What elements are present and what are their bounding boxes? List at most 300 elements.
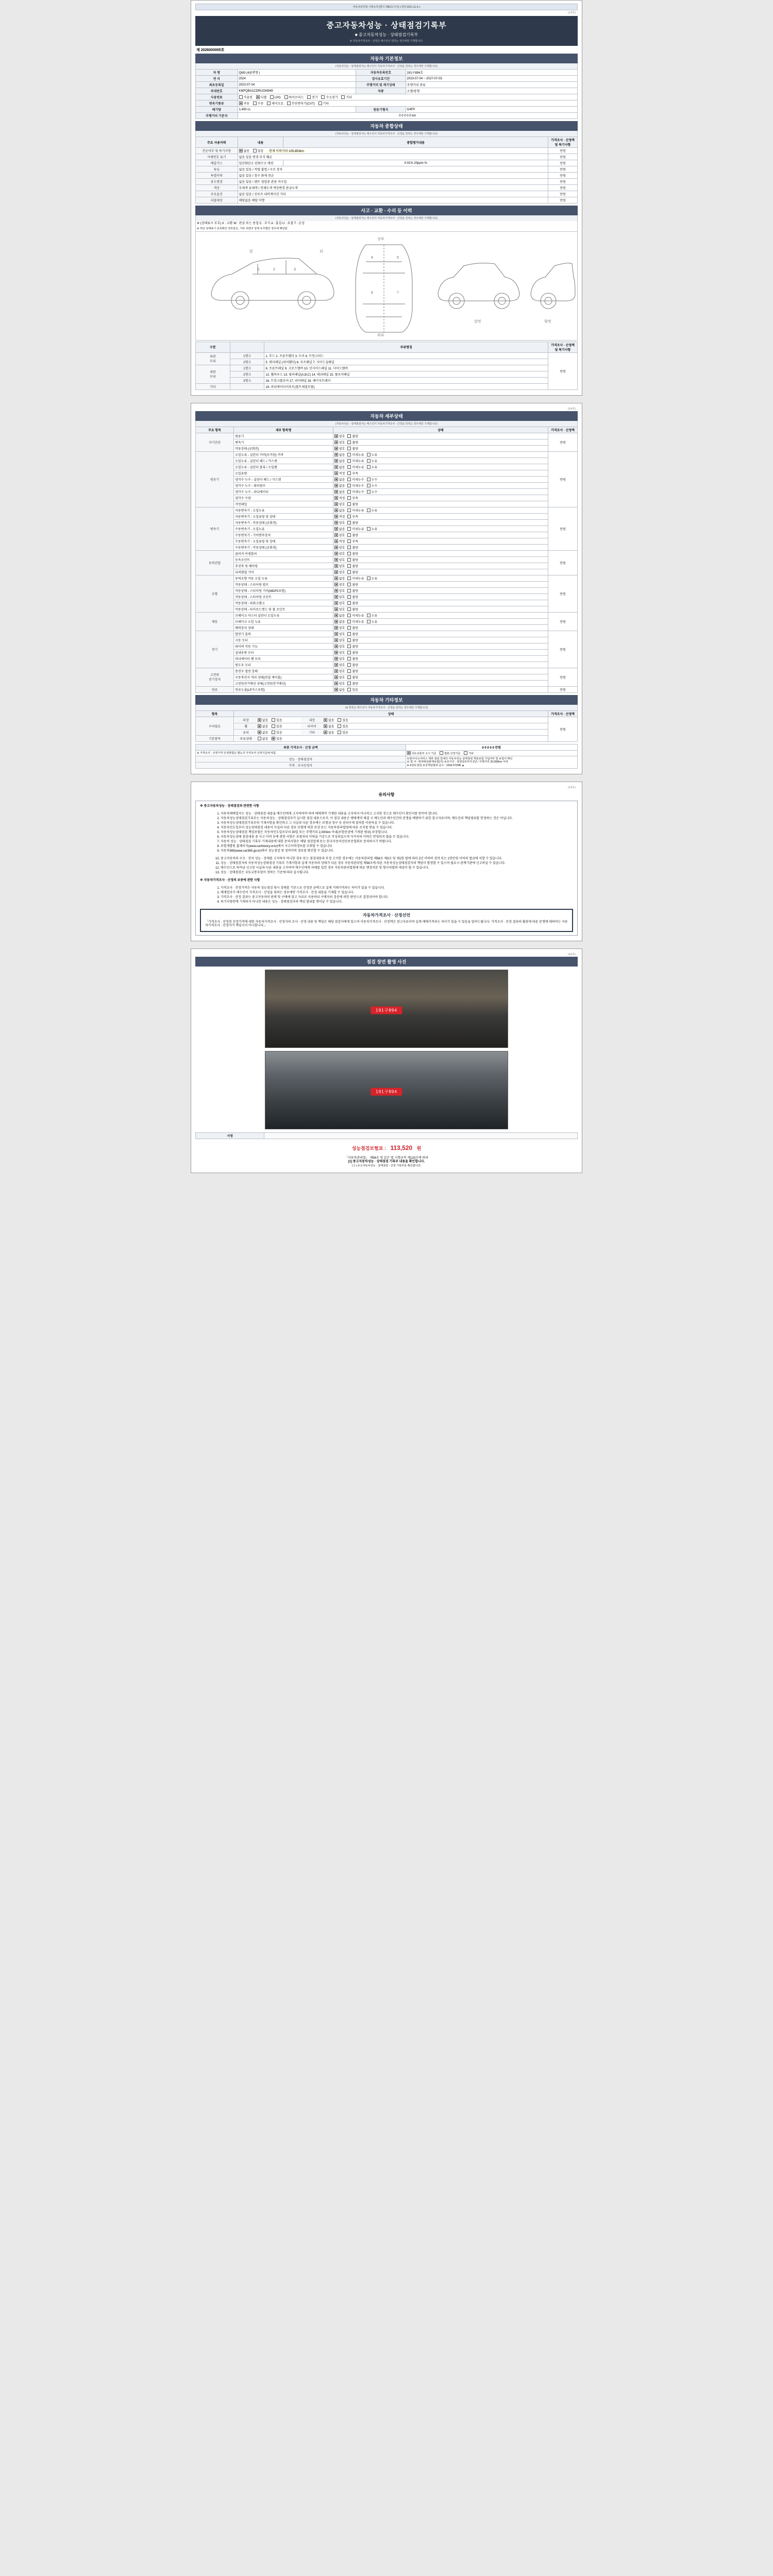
detail-option-없음[interactable] [334,452,345,457]
detail-option-양호[interactable] [334,607,345,612]
detail-option-양호[interactable] [334,669,345,673]
detail-item-name-2-1: 자동변속기 - 오일유량 및 상태 [234,513,333,519]
insurance-line-0: 토평아이오서비스 제휴 점검 업체의 자동차성능·상태점검 책임보험 가입여부 및 보험사 확인 [407,757,513,761]
opt-none[interactable] [324,718,334,722]
checkbox-icon[interactable] [334,601,338,605]
checkbox-icon[interactable] [347,564,351,568]
checkbox-icon[interactable] [347,533,351,537]
checkbox-icon[interactable] [367,509,371,512]
detail-option-불량[interactable] [347,625,358,630]
diagram-label-top: 상부 [377,237,384,241]
detail-option-양호[interactable] [334,588,345,593]
detail-option-양호[interactable] [334,533,345,537]
checkbox-icon[interactable] [334,478,338,481]
checkbox-icon[interactable] [334,632,338,636]
detail-option-없음[interactable] [334,477,345,482]
checkbox-icon[interactable] [347,471,351,475]
detail-option-불량[interactable] [347,588,358,593]
opt-yes[interactable] [338,730,348,735]
checkbox-icon[interactable] [347,509,351,512]
checkbox-icon[interactable] [334,620,338,623]
checkbox-icon[interactable] [367,527,371,531]
opt-none[interactable]: 없음 [239,148,250,153]
fuel-option-lpg[interactable] [270,95,281,99]
fuel-label-diesel: 디젤 [260,96,267,99]
checkbox-icon[interactable] [347,682,351,685]
signature-field[interactable] [264,1132,578,1139]
checkbox-icon[interactable] [347,626,351,630]
checkbox-icon[interactable] [347,484,351,487]
detail-option-label: 불량 [352,596,358,599]
detail-option-없음[interactable] [334,527,345,531]
detail-state-table [195,427,578,693]
detail-option-없음[interactable] [334,619,345,624]
detail-option-양호[interactable] [334,551,345,556]
checkbox-icon[interactable] [367,620,371,623]
overall-row-label-5: 용도변경 [196,179,238,185]
detail-group-price-2: 만원 [548,507,578,550]
detail-option-누수[interactable] [367,483,378,488]
checkbox-icon[interactable] [347,515,351,518]
checkbox-icon[interactable] [347,453,351,456]
checkbox-icon[interactable] [347,657,351,660]
checkbox-icon[interactable] [334,651,338,654]
detail-item-state-4-1 [333,581,548,587]
price-basis-etc[interactable] [464,751,474,755]
checkbox-icon[interactable] [334,607,338,611]
checkbox-icon[interactable] [334,675,338,679]
detail-option-불량[interactable] [347,632,358,636]
checkbox-icon[interactable] [347,434,351,438]
trans-option-auto[interactable] [239,101,250,106]
detail-option-미세누유[interactable] [347,619,364,624]
fuel-option-etc[interactable] [341,95,352,99]
detail-option-불량[interactable] [347,557,358,562]
checkbox-icon[interactable] [334,434,338,438]
detail-option-누유[interactable] [367,527,378,531]
opt-none[interactable] [258,736,268,741]
detail-option-불량[interactable] [347,675,358,680]
detail-option-label: 부족 [352,472,358,476]
diagram-label-outer: 앞면 [474,319,481,324]
checkbox-icon[interactable] [334,440,338,444]
detail-item-state-3-1 [333,556,548,563]
trans-option-cvt[interactable] [287,101,315,106]
detail-option-label: 없음 [339,528,345,531]
detail-item-state-2-1 [333,513,548,519]
detail-option-불량[interactable] [347,520,358,525]
detail-option-누수[interactable] [367,477,378,482]
detail-option-없음[interactable] [334,687,345,692]
detail-option-불량[interactable] [347,656,358,661]
checkbox-icon[interactable] [334,564,338,568]
detail-option-label: 양호 [339,626,345,630]
checkbox-icon[interactable] [334,682,338,685]
checkbox-icon[interactable] [338,724,341,728]
checkbox-icon[interactable] [334,521,338,524]
accident-rank-3: 2랭크 [230,371,264,377]
detail-option-누유[interactable] [367,452,378,457]
detail-option-미세누유[interactable] [347,465,364,469]
price-basis-assoc-label: 협회 산정기준 [444,752,461,755]
detail-item-name-1-7: 냉각수 수량 [234,495,333,501]
detail-option-label: 불량 [352,657,358,661]
detail-option-미세누수[interactable] [347,477,364,482]
checkbox-icon[interactable] [334,626,338,630]
checkbox-icon[interactable] [367,614,371,617]
sheet-4 [191,948,582,1173]
detail-option-불량[interactable] [347,502,358,506]
detail-option-누유[interactable] [367,508,378,513]
detail-option-불량[interactable] [347,669,358,673]
checkbox-icon[interactable] [347,620,351,623]
checkbox-icon[interactable] [347,539,351,543]
car-damage-diagram[interactable] [195,231,578,341]
fuel-option-hydrogen[interactable] [321,95,338,99]
detail-group-1: 원동기 [196,451,234,507]
checkbox-icon[interactable] [334,583,338,586]
detail-option-양호[interactable] [334,440,345,445]
checkbox-icon[interactable] [334,657,338,660]
detail-item-state-7-1 [333,674,548,680]
detail-option-부족[interactable] [347,514,358,519]
opt-none[interactable] [258,724,268,728]
checkbox-icon[interactable] [334,546,338,549]
detail-option-미세누유[interactable] [347,613,364,618]
opt-yes[interactable] [272,730,282,735]
detail-option-미세누유[interactable] [347,452,364,457]
checkbox-icon[interactable] [347,577,351,580]
accident-parts-4: 16. 트렁크플로어 17. 리어패널 18. 패키지트레이 [264,377,548,383]
page-tag-3: (2/4쪽) [567,786,576,789]
detail-option-미세누유[interactable] [347,459,364,463]
opt-yes[interactable]: 있음 [253,148,264,153]
checkbox-icon[interactable] [338,718,341,722]
opt-none[interactable] [324,724,334,728]
detail-option-양호[interactable] [334,632,345,636]
opt-yes[interactable] [338,724,348,728]
detail-option-누유[interactable] [367,619,378,624]
checkbox-icon[interactable] [347,675,351,679]
checkbox-icon[interactable] [347,478,351,481]
checkbox-icon[interactable] [321,95,325,99]
checkbox-icon[interactable] [334,638,338,642]
checkbox-icon[interactable] [334,533,338,537]
checkbox-icon[interactable] [334,558,338,562]
checkbox-icon[interactable] [324,724,327,728]
checkbox-icon[interactable] [284,95,288,99]
detail-option-양호[interactable] [334,681,345,686]
detail-option-적정[interactable] [334,514,345,519]
checkbox-icon[interactable] [347,663,351,667]
checkbox-icon[interactable] [258,724,261,728]
checkbox-icon[interactable] [464,751,467,755]
detail-option-불량[interactable] [347,434,358,438]
detail-option-불량[interactable] [347,650,358,655]
checkbox-icon[interactable] [272,724,275,728]
checkbox-icon[interactable] [347,645,351,648]
detail-option-미세누유[interactable] [347,527,364,531]
detail-item-state-1-3 [333,470,548,476]
inspection-photo-front[interactable] [265,970,508,1048]
checkbox-icon[interactable] [347,583,351,586]
opt-yes[interactable] [272,724,282,728]
checkbox-icon[interactable] [334,509,338,512]
checkbox-icon[interactable] [347,651,351,654]
checkbox-icon[interactable] [334,515,338,518]
checkbox-icon[interactable] [272,731,275,734]
checkbox-icon[interactable] [367,459,371,463]
detail-option-양호[interactable] [334,656,345,661]
checkbox-icon[interactable] [341,95,345,99]
checkbox-icon[interactable] [334,688,338,691]
detail-option-부족[interactable] [347,496,358,500]
price-basis-gov[interactable] [407,751,436,755]
detail-option-불량[interactable] [347,681,358,686]
detail-option-누수[interactable] [367,489,378,494]
checkbox-icon[interactable] [287,101,291,105]
detail-option-적정[interactable] [334,496,345,500]
svg-text:3: 3 [294,267,296,272]
checkbox-icon[interactable] [347,595,351,599]
detail-option-없음[interactable] [334,613,345,618]
detail-option-label: 누수 [371,478,378,482]
detail-option-불량[interactable] [347,446,358,451]
checkbox-icon[interactable] [367,478,371,481]
detail-option-label: 없음 [339,490,345,494]
checkbox-icon[interactable] [347,490,351,494]
detail-option-부족[interactable] [347,539,358,544]
detail-option-부족[interactable] [347,471,358,476]
detail-option-양호[interactable] [334,625,345,630]
fuel-option-electric[interactable] [307,95,318,99]
detail-item-state-0-0 [333,433,548,439]
checkbox-icon[interactable] [334,453,338,456]
checkbox-icon[interactable] [256,95,260,99]
others-table [195,710,578,742]
fuel-option-hybrid[interactable] [284,95,304,99]
checkbox-icon[interactable] [347,638,351,642]
checkbox-icon[interactable] [307,95,311,99]
detail-option-양호[interactable] [334,650,345,655]
detail-option-양호[interactable] [334,601,345,605]
detail-option-양호[interactable] [334,638,345,642]
detail-option-없음[interactable] [334,465,345,469]
detail-option-있음[interactable] [347,687,358,692]
detail-option-불량[interactable] [347,663,358,667]
checkbox-icon[interactable] [334,645,338,648]
checkbox-icon[interactable] [334,502,338,506]
detail-option-적정[interactable] [334,539,345,544]
checkbox-icon[interactable] [347,465,351,469]
checkbox-icon[interactable] [272,737,275,740]
detail-option-없음[interactable] [334,576,345,581]
detail-option-미세누유[interactable] [347,508,364,513]
detail-option-불량[interactable] [347,638,358,642]
opt-none[interactable] [324,730,334,735]
checkbox-icon[interactable] [347,521,351,524]
checkbox-icon[interactable] [334,669,338,673]
checkbox-icon[interactable] [253,149,257,152]
opt-none[interactable] [258,730,268,735]
checkbox-icon[interactable] [347,527,351,531]
opt-none[interactable] [258,718,268,722]
checkbox-icon[interactable] [347,570,351,574]
checkbox-icon[interactable] [347,601,351,605]
checkbox-icon[interactable] [334,614,338,617]
document-subtitle-note: ※ 자동차가격조사 · 산정은 매수인이 원하는 경우에만 기재합니다. [349,40,424,43]
checkbox-icon[interactable] [347,552,351,555]
checkbox-icon[interactable] [367,577,371,580]
detail-option-불량[interactable] [347,533,358,537]
fuel-option-diesel[interactable] [256,95,267,99]
detail-option-없음[interactable] [334,483,345,488]
checkbox-icon[interactable] [334,663,338,667]
detail-item-name-6-2: 와이퍼 작동 기능 [234,643,333,649]
checkbox-icon[interactable] [239,149,243,152]
checkbox-icon[interactable] [334,490,338,494]
detail-option-양호[interactable] [334,557,345,562]
detail-option-양호[interactable] [334,595,345,599]
checkbox-icon[interactable] [334,496,338,500]
checkbox-icon[interactable] [239,95,243,99]
detail-option-불량[interactable] [347,582,358,587]
detail-option-label: 불량 [352,435,358,438]
detail-option-없음[interactable] [334,508,345,513]
checkbox-icon[interactable] [347,558,351,562]
detail-option-양호[interactable] [334,434,345,438]
checkbox-icon[interactable] [334,471,338,475]
detail-option-label: 불량 [352,583,358,587]
detail-item-name-4-1: 작동상태 - 스티어링 펌프 [234,581,333,587]
detail-option-불량[interactable] [347,564,358,568]
checkbox-icon[interactable] [367,484,371,487]
checkbox-icon[interactable] [347,688,351,691]
detail-option-양호[interactable] [334,564,345,568]
checkbox-icon[interactable] [334,527,338,531]
detail-option-양호[interactable] [334,582,345,587]
checkbox-icon[interactable] [334,447,338,450]
detail-option-미세누수[interactable] [347,489,364,494]
checkbox-icon[interactable] [334,570,338,574]
checkbox-icon[interactable] [334,552,338,555]
detail-option-누유[interactable] [367,613,378,618]
checkbox-icon[interactable] [334,589,338,592]
checkbox-icon[interactable] [324,718,327,722]
inspection-photo-rear[interactable] [265,1051,508,1129]
checkbox-icon[interactable] [347,447,351,450]
detail-option-양호[interactable] [334,520,345,525]
checkbox-icon[interactable] [334,595,338,599]
detail-option-불량[interactable] [347,601,358,605]
trans-option-semi[interactable] [267,101,283,106]
checkbox-icon[interactable] [334,484,338,487]
checkbox-icon[interactable] [338,731,341,734]
detail-option-미세누수[interactable] [347,483,364,488]
detail-option-적정[interactable] [334,471,345,476]
checkbox-icon[interactable] [347,607,351,611]
checkbox-icon[interactable] [347,502,351,506]
label-inspection-period: 검사유효기간 [356,76,406,82]
others-opt5-none: 없음 [262,731,268,735]
detail-option-label: 양호 [339,682,345,686]
checkbox-icon[interactable] [270,95,274,99]
trans-option-manual[interactable] [253,101,264,106]
detail-option-없음[interactable] [334,459,345,463]
detail-option-누유[interactable] [367,459,378,463]
price-basis-assoc[interactable] [440,751,461,755]
detail-option-양호[interactable] [334,570,345,574]
detail-option-양호[interactable] [334,545,345,550]
checkbox-icon[interactable] [258,737,261,740]
checkbox-icon[interactable] [347,669,351,673]
detail-option-불량[interactable] [347,607,358,612]
checkbox-icon[interactable] [267,101,271,105]
detail-option-label: 불량 [352,676,358,680]
detail-item-state-7-0 [333,668,548,674]
opt-yes[interactable] [338,718,348,722]
detail-option-양호[interactable] [334,675,345,680]
detail-option-양호[interactable] [334,644,345,649]
fuel-option-gasoline[interactable] [239,95,253,99]
detail-option-누유[interactable] [367,576,378,581]
checkbox-icon[interactable] [324,731,327,734]
checkbox-icon[interactable] [347,546,351,549]
checkbox-icon[interactable] [440,751,443,755]
detail-option-불량[interactable] [347,440,358,445]
checkbox-icon[interactable] [253,101,257,105]
detail-option-미세누유[interactable] [347,576,364,581]
checkbox-icon[interactable] [318,101,322,105]
detail-option-불량[interactable] [347,570,358,574]
detail-option-불량[interactable] [347,595,358,599]
checkbox-icon[interactable] [347,632,351,636]
detail-option-불량[interactable] [347,551,358,556]
opt-yes[interactable] [272,736,282,741]
detail-option-양호[interactable] [334,502,345,506]
checkbox-icon[interactable] [347,589,351,592]
checkbox-icon[interactable] [334,465,338,469]
detail-option-불량[interactable] [347,545,358,550]
detail-option-양호[interactable] [334,663,345,667]
detail-item-state-1-4 [333,476,548,482]
checkbox-icon[interactable] [334,577,338,580]
checkbox-icon[interactable] [367,465,371,469]
checkbox-icon[interactable] [239,101,243,105]
overall-row-label-3: 튜닝 [196,166,238,173]
checkbox-icon[interactable] [272,718,275,722]
detail-option-불량[interactable] [347,644,358,649]
checkbox-icon[interactable] [407,751,411,755]
detail-option-누유[interactable] [367,465,378,469]
detail-option-양호[interactable] [334,446,345,451]
checkbox-icon[interactable] [347,614,351,617]
notice-penalty-item-1: 11. 성능 · 상태점검자의 자동차성능상태점검 기록부 기재사항과 실제 자동차의 상태가 다른 경우 자동차관리법 제58조에 따른 자동차성능상태점검자의 책임이 발생할 수 있으며 필요시 관계기관에 신고하실 수 있습니다. [221,861,573,866]
checkbox-icon[interactable] [258,718,261,722]
trans-option-etc[interactable] [318,101,329,106]
checkbox-icon[interactable] [367,453,371,456]
checkbox-icon[interactable] [347,440,351,444]
checkbox-icon[interactable] [347,459,351,463]
checkbox-icon[interactable] [334,539,338,543]
detail-option-없음[interactable] [334,489,345,494]
opt-yes[interactable] [272,718,282,722]
checkbox-icon[interactable] [347,496,351,500]
checkbox-icon[interactable] [258,731,261,734]
checkbox-icon[interactable] [334,459,338,463]
others-opt4-yes: 있음 [342,725,348,728]
checkbox-icon[interactable] [367,490,371,494]
